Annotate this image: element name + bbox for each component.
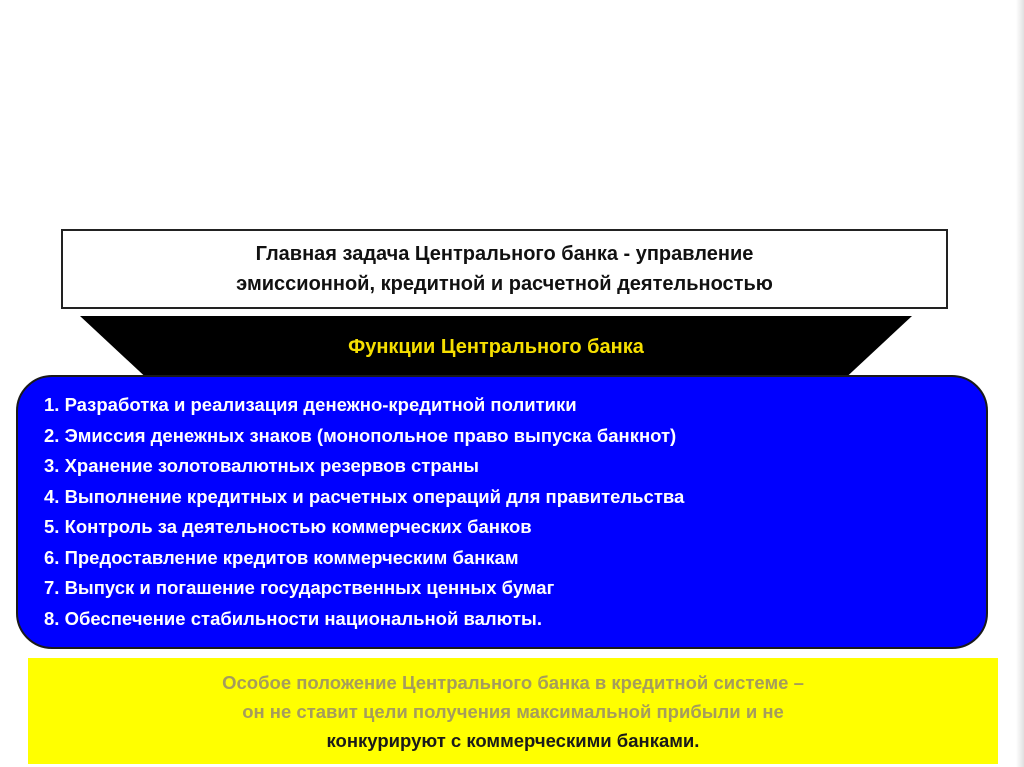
- function-item-8: 8. Обеспечение стабильности национальной валюты.: [44, 607, 542, 629]
- function-item-5: 5. Контроль за деятельностью коммерческих банков: [44, 516, 532, 537]
- note-line-3: конкурируют с коммерческими банками.: [326, 729, 700, 751]
- functions-panel: [16, 375, 988, 649]
- function-item-2: 2. Эмиссия денежных знаков (монопольное право выпуска банкнот): [44, 424, 677, 446]
- function-item-1: 1. Разработка и реализация денежно-кредитной политики: [44, 394, 577, 415]
- main-task-line-2: эмиссионной, кредитной и расчетной деятельностью: [236, 273, 773, 295]
- note-line-1: Особое положение Центрального банка в кредитной системе –: [222, 671, 804, 693]
- function-item-4: 4. Выполнение кредитных и расчетных операций для правительства: [44, 485, 685, 507]
- special-position-note: [28, 658, 998, 764]
- functions-title: Функции Центрального банка: [348, 336, 644, 358]
- function-item-7: 7. Выпуск и погашение государственных ценных бумаг: [44, 577, 555, 598]
- function-item-3: 3. Хранение золотовалютных резервов страны: [44, 455, 479, 476]
- main-task-line-1: Главная задача Центрального банка - управление: [255, 243, 754, 265]
- note-line-2: он не ставит цели получения максимальной прибыли и не: [242, 700, 784, 722]
- function-item-6: 6. Предоставление кредитов коммерческим банкам: [44, 546, 519, 568]
- slide-edge-shadow: [1016, 0, 1024, 767]
- main-task-box: [61, 229, 948, 309]
